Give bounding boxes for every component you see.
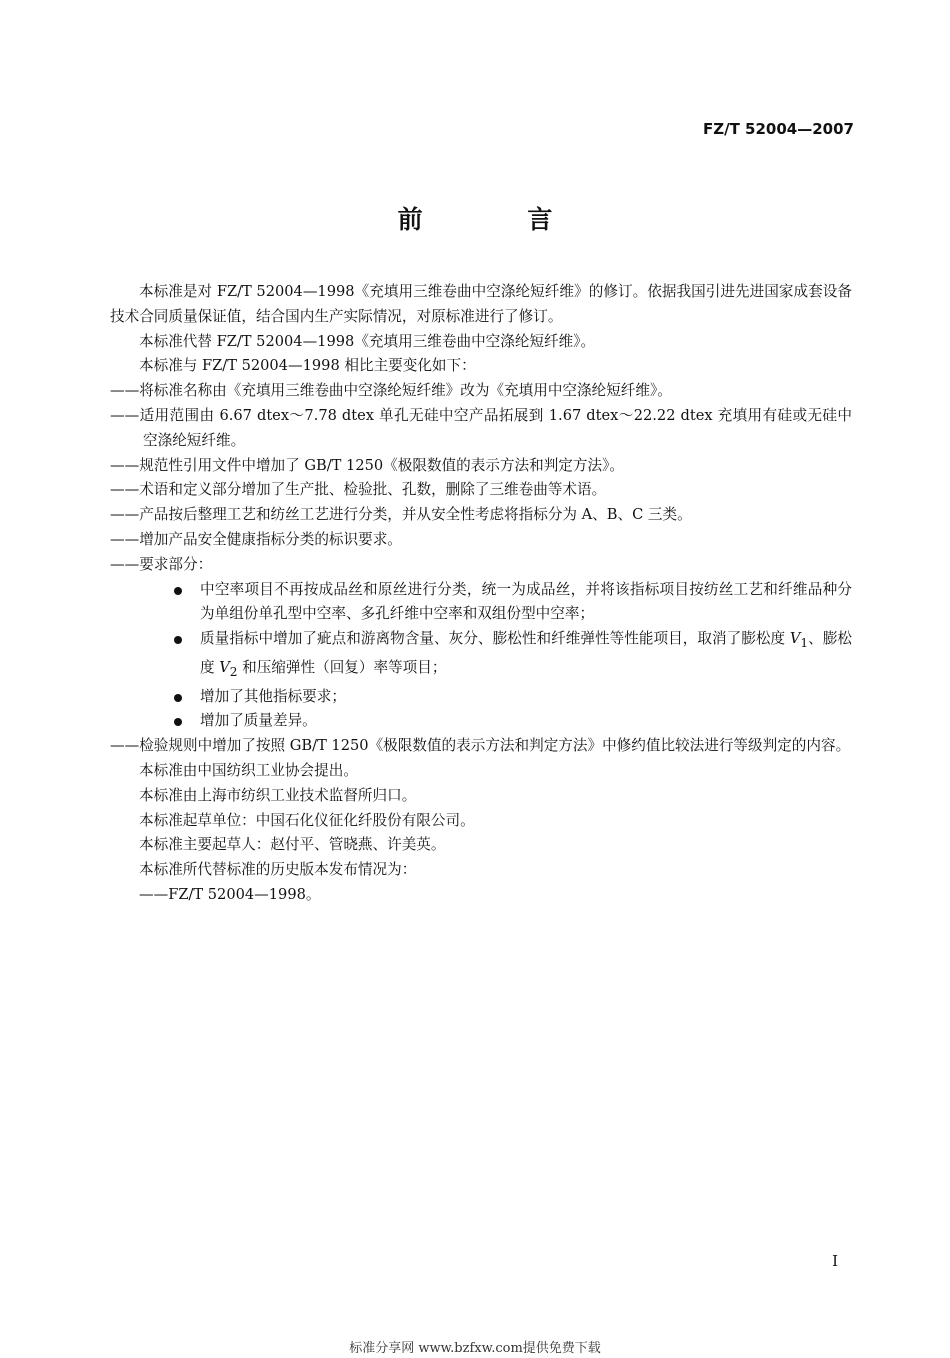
change-item: ——检验规则中增加了按照 GB/T 1250《极限数值的表示方法和判定方法》中修约值比较法进行等级判定的内容。 <box>110 737 851 755</box>
variable-v: V <box>219 658 230 676</box>
bullet-item <box>110 709 852 734</box>
bullet-text: 和压缩弹性（回复）率等项目； <box>237 658 447 676</box>
closing-line: 本标准由上海市纺织工业技术监督所归口。 <box>139 786 417 804</box>
changes-intro: 本标准与 FZ/T 52004—1998 相比主要变化如下： <box>139 357 476 375</box>
foreword-body <box>110 280 852 908</box>
closing-line: 本标准由中国纺织工业协会提出。 <box>139 761 358 779</box>
bullet-text: 、膨松度 <box>200 630 852 676</box>
closing-line: 本标准所代替标准的历史版本发布情况为： <box>139 861 417 879</box>
variable-v: V <box>789 630 801 648</box>
bullet-item <box>110 627 852 684</box>
change-item: ——要求部分： <box>110 555 213 573</box>
intro-paragraph: 本标准是对 FZ/T 52004—1998《充填用三维卷曲中空涤纶短纤维》的修订。依据我国引进先进国家成套设备技术合同质量保证值，结合国内生产实际情况，对原标准进行了修订。 <box>110 283 852 325</box>
bullet-text: 质量指标中增加了疵点和游离物含量、灰分、膨松性和纤维弹性等性能项目，取消了膨松度 <box>200 630 790 648</box>
bullet-dot-icon <box>174 636 182 644</box>
closing-line: 本标准主要起草人：赵付平、管晓燕、许美英。 <box>139 836 446 854</box>
bullet-text: 增加了其他指标要求； <box>200 687 346 705</box>
page-title: 前 言 <box>397 205 601 234</box>
change-item: ——术语和定义部分增加了生产批、检验批、孔数，删除了三维卷曲等术语。 <box>110 481 607 499</box>
change-item: ——将标准名称由《充填用三维卷曲中空涤纶短纤维》改为《充填用中空涤纶短纤维》。 <box>110 382 672 400</box>
bullet-dot-icon <box>174 718 182 726</box>
bullet-item <box>110 685 852 710</box>
closing-line: 本标准起草单位：中国石化仪征化纤股份有限公司。 <box>139 811 475 829</box>
change-item: ——规范性引用文件中增加了 GB/T 1250《极限数值的表示方法和判定方法》。 <box>110 456 624 474</box>
bullet-text: 中空率项目不再按成品丝和原丝进行分类，统一为成品丝，并将该指标项目按纺丝工艺和纤维品种分为单组份单孔型中空率、多孔纤维中空率和双组份型中空率； <box>200 580 852 623</box>
subscript: 1 <box>800 636 809 651</box>
bullet-item <box>110 578 852 628</box>
change-item: ——适用范围由 6.67 dtex～7.78 dtex 单孔无硅中空产品拓展到 1.67 dtex～22.22 dtex 充填用有硅或无硅中空涤纶短纤维。 <box>110 406 852 449</box>
change-item: ——产品按后整理工艺和纺丝工艺进行分类，并从安全性考虑将指标分为 A、B、C 三类。 <box>110 506 692 524</box>
history-version: ——FZ/T 52004—1998。 <box>139 885 321 903</box>
subscript: 2 <box>229 664 238 679</box>
page-number: I <box>832 1252 838 1270</box>
change-item: ——增加产品安全健康指标分类的标识要求。 <box>110 530 402 548</box>
footer-watermark-text: 标准分享网 www.bzfxw.com提供免费下载 <box>349 1341 601 1356</box>
bullet-dot-icon <box>174 587 182 595</box>
replaces-paragraph: 本标准代替 FZ/T 52004—1998《充填用三维卷曲中空涤纶短纤维》。 <box>139 332 596 350</box>
standard-number: FZ/T 52004—2007 <box>703 120 854 138</box>
bullet-text: 增加了质量差异。 <box>200 712 317 730</box>
bullet-dot-icon <box>174 694 182 702</box>
